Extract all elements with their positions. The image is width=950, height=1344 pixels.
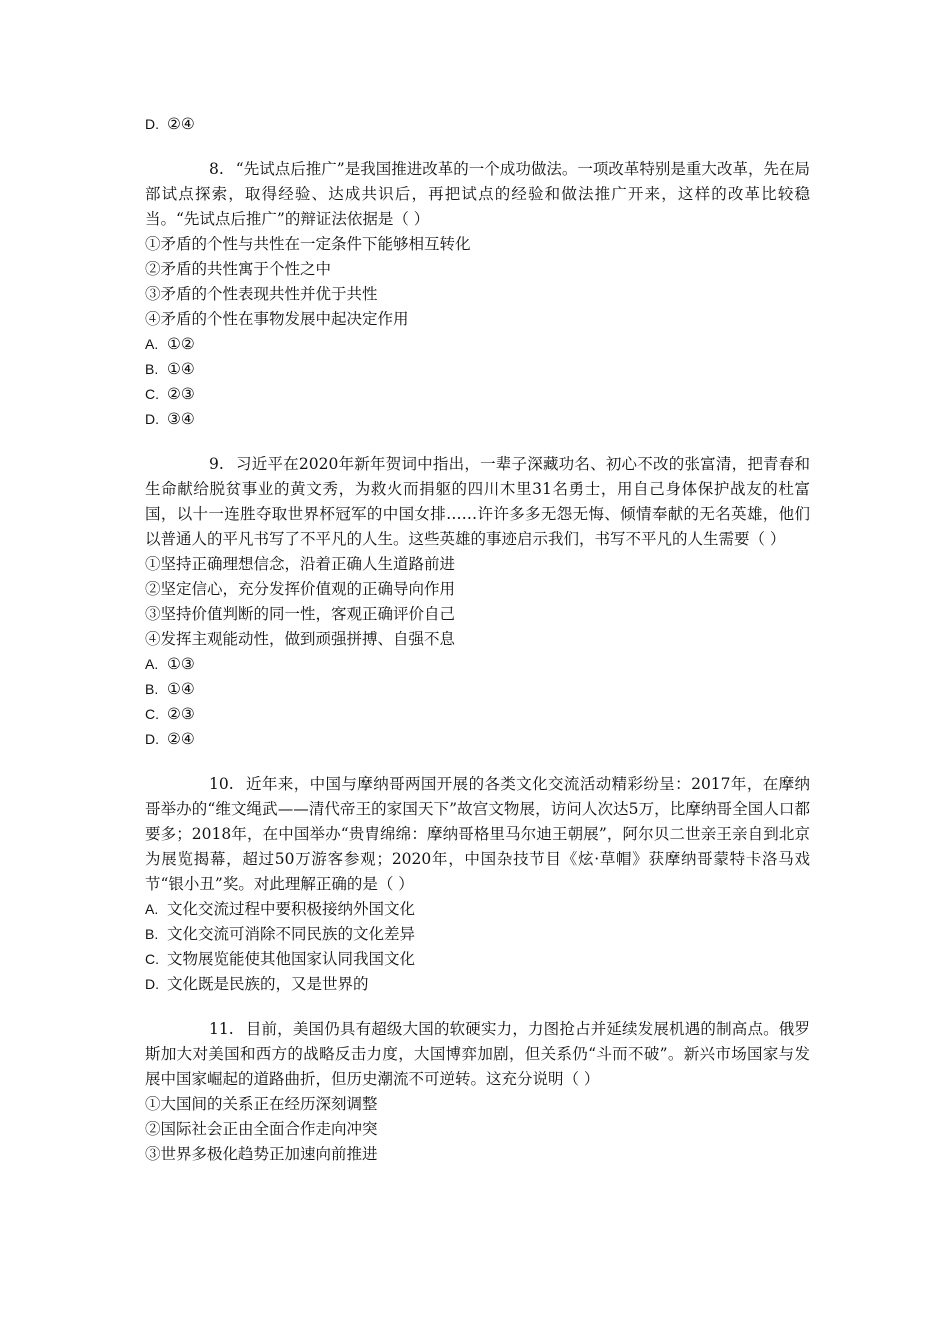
option-text: ①④ xyxy=(167,680,195,698)
question-stem xyxy=(145,1017,810,1092)
statement-4: ④发挥主观能动性，做到顽强拼搏、自强不息 xyxy=(145,630,456,648)
option-c xyxy=(145,947,810,972)
question-stem xyxy=(145,772,810,897)
statement-1: ①大国间的关系正在经历深刻调整 xyxy=(145,1095,378,1113)
question-text: “先试点后推广”是我国推进改革的一个成功做法。一项改革特别是重大改革，先在局部试点探索，取得经验、达成共识后，再把试点的经验和做法推广开来，这样的改革比较稳当。“先试点后推广”的辩证法依据是（ ） xyxy=(145,160,810,228)
option-text: ①② xyxy=(167,335,195,353)
option-a xyxy=(145,332,810,357)
option-letter: D. xyxy=(145,731,159,747)
question-number: 10. xyxy=(209,775,234,793)
statement-1: ①坚持正确理想信念，沿着正确人生道路前进 xyxy=(145,555,456,573)
question-9 xyxy=(145,452,810,752)
option-text: 文化交流可消除不同民族的文化差异 xyxy=(167,925,416,943)
question-text: 目前，美国仍具有超级大国的软硬实力，力图抢占并延续发展机遇的制高点。俄罗斯加大对美国和西方的战略反击力度，大国博弈加剧，但关系仍“斗而不破”。新兴市场国家与发展中国家崛起的道路曲折，但历史潮流不可逆转。这充分说明（ ） xyxy=(145,1020,810,1088)
document-page xyxy=(145,112,810,1167)
option-text: ②③ xyxy=(167,705,195,723)
statement-2: ②坚定信心，充分发挥价值观的正确导向作用 xyxy=(145,580,456,598)
option-letter: C. xyxy=(145,706,159,722)
option-letter: A. xyxy=(145,336,159,352)
option-b xyxy=(145,677,810,702)
option-a xyxy=(145,652,810,677)
option-text: 文物展览能使其他国家认同我国文化 xyxy=(167,950,416,968)
option-letter: B. xyxy=(145,926,159,942)
option-text: 文化既是民族的，又是世界的 xyxy=(167,975,369,993)
option-b xyxy=(145,922,810,947)
option-text: ②④ xyxy=(167,730,195,748)
option-d xyxy=(145,407,810,432)
option-letter: B. xyxy=(145,361,159,377)
question-11 xyxy=(145,1017,810,1167)
option-letter: B. xyxy=(145,681,159,697)
question-10 xyxy=(145,772,810,997)
option-text: ①③ xyxy=(167,655,195,673)
option-c xyxy=(145,702,810,727)
question-text: 习近平在2020年新年贺词中指出，一辈子深藏功名、初心不改的张富清，把青春和生命献给脱贫事业的黄文秀，为救火而捐躯的四川木里31名勇士，用自己身体保护战友的杜富国，以十一连胜夺取世界杯冠军的中国女排……许许多多无怨无悔、倾情奉献的无名英雄，他们以普通人的平凡书写了不平凡的人生。这些英雄的事迹启示我们，书写不平凡的人生需要（ ） xyxy=(145,455,810,548)
option-letter: D. xyxy=(145,411,159,427)
statement-3: ③世界多极化趋势正加速向前推进 xyxy=(145,1145,378,1163)
statement-2: ②国际社会正由全面合作走向冲突 xyxy=(145,1120,378,1138)
option-letter: A. xyxy=(145,656,159,672)
option-letter: D. xyxy=(145,116,159,132)
statement-2: ②矛盾的共性寓于个性之中 xyxy=(145,260,332,278)
question-number: 9. xyxy=(209,455,224,473)
option-letter: A. xyxy=(145,901,159,917)
question-8 xyxy=(145,157,810,432)
question-number: 11. xyxy=(209,1020,234,1038)
option-text: ③④ xyxy=(167,410,195,428)
prev-question-option-d xyxy=(145,112,810,137)
statement-1: ①矛盾的个性与共性在一定条件下能够相互转化 xyxy=(145,235,471,253)
question-number: 8. xyxy=(209,160,224,178)
option-d xyxy=(145,972,810,997)
question-stem xyxy=(145,157,810,232)
statement-3: ③矛盾的个性表现共性并优于共性 xyxy=(145,285,378,303)
statement-3: ③坚持价值判断的同一性，客观正确评价自己 xyxy=(145,605,456,623)
option-letter: C. xyxy=(145,386,159,402)
question-stem xyxy=(145,452,810,552)
statement-4: ④矛盾的个性在事物发展中起决定作用 xyxy=(145,310,409,328)
option-text: ②④ xyxy=(167,115,195,133)
option-text: 文化交流过程中要积极接纳外国文化 xyxy=(167,900,416,918)
option-letter: D. xyxy=(145,976,159,992)
option-a xyxy=(145,897,810,922)
option-letter: C. xyxy=(145,951,159,967)
option-text: ①④ xyxy=(167,360,195,378)
question-text: 近年来，中国与摩纳哥两国开展的各类文化交流活动精彩纷呈：2017年，在摩纳哥举办的“维文绳武——清代帝王的家国天下”故宫文物展，访问人次达5万，比摩纳哥全国人口都要多；2018年，在中国举办“贵胄绵绵：摩纳哥格里马尔迪王朝展”，阿尔贝二世亲王亲自到北京为展览揭幕，超过50万游客参观；2020年，中国杂技节目《炫·草帽》获摩纳哥蒙特卡洛马戏节“银小丑”奖。对此理解正确的是（ ） xyxy=(145,775,810,893)
option-d xyxy=(145,727,810,752)
option-b xyxy=(145,357,810,382)
option-c xyxy=(145,382,810,407)
option-text: ②③ xyxy=(167,385,195,403)
